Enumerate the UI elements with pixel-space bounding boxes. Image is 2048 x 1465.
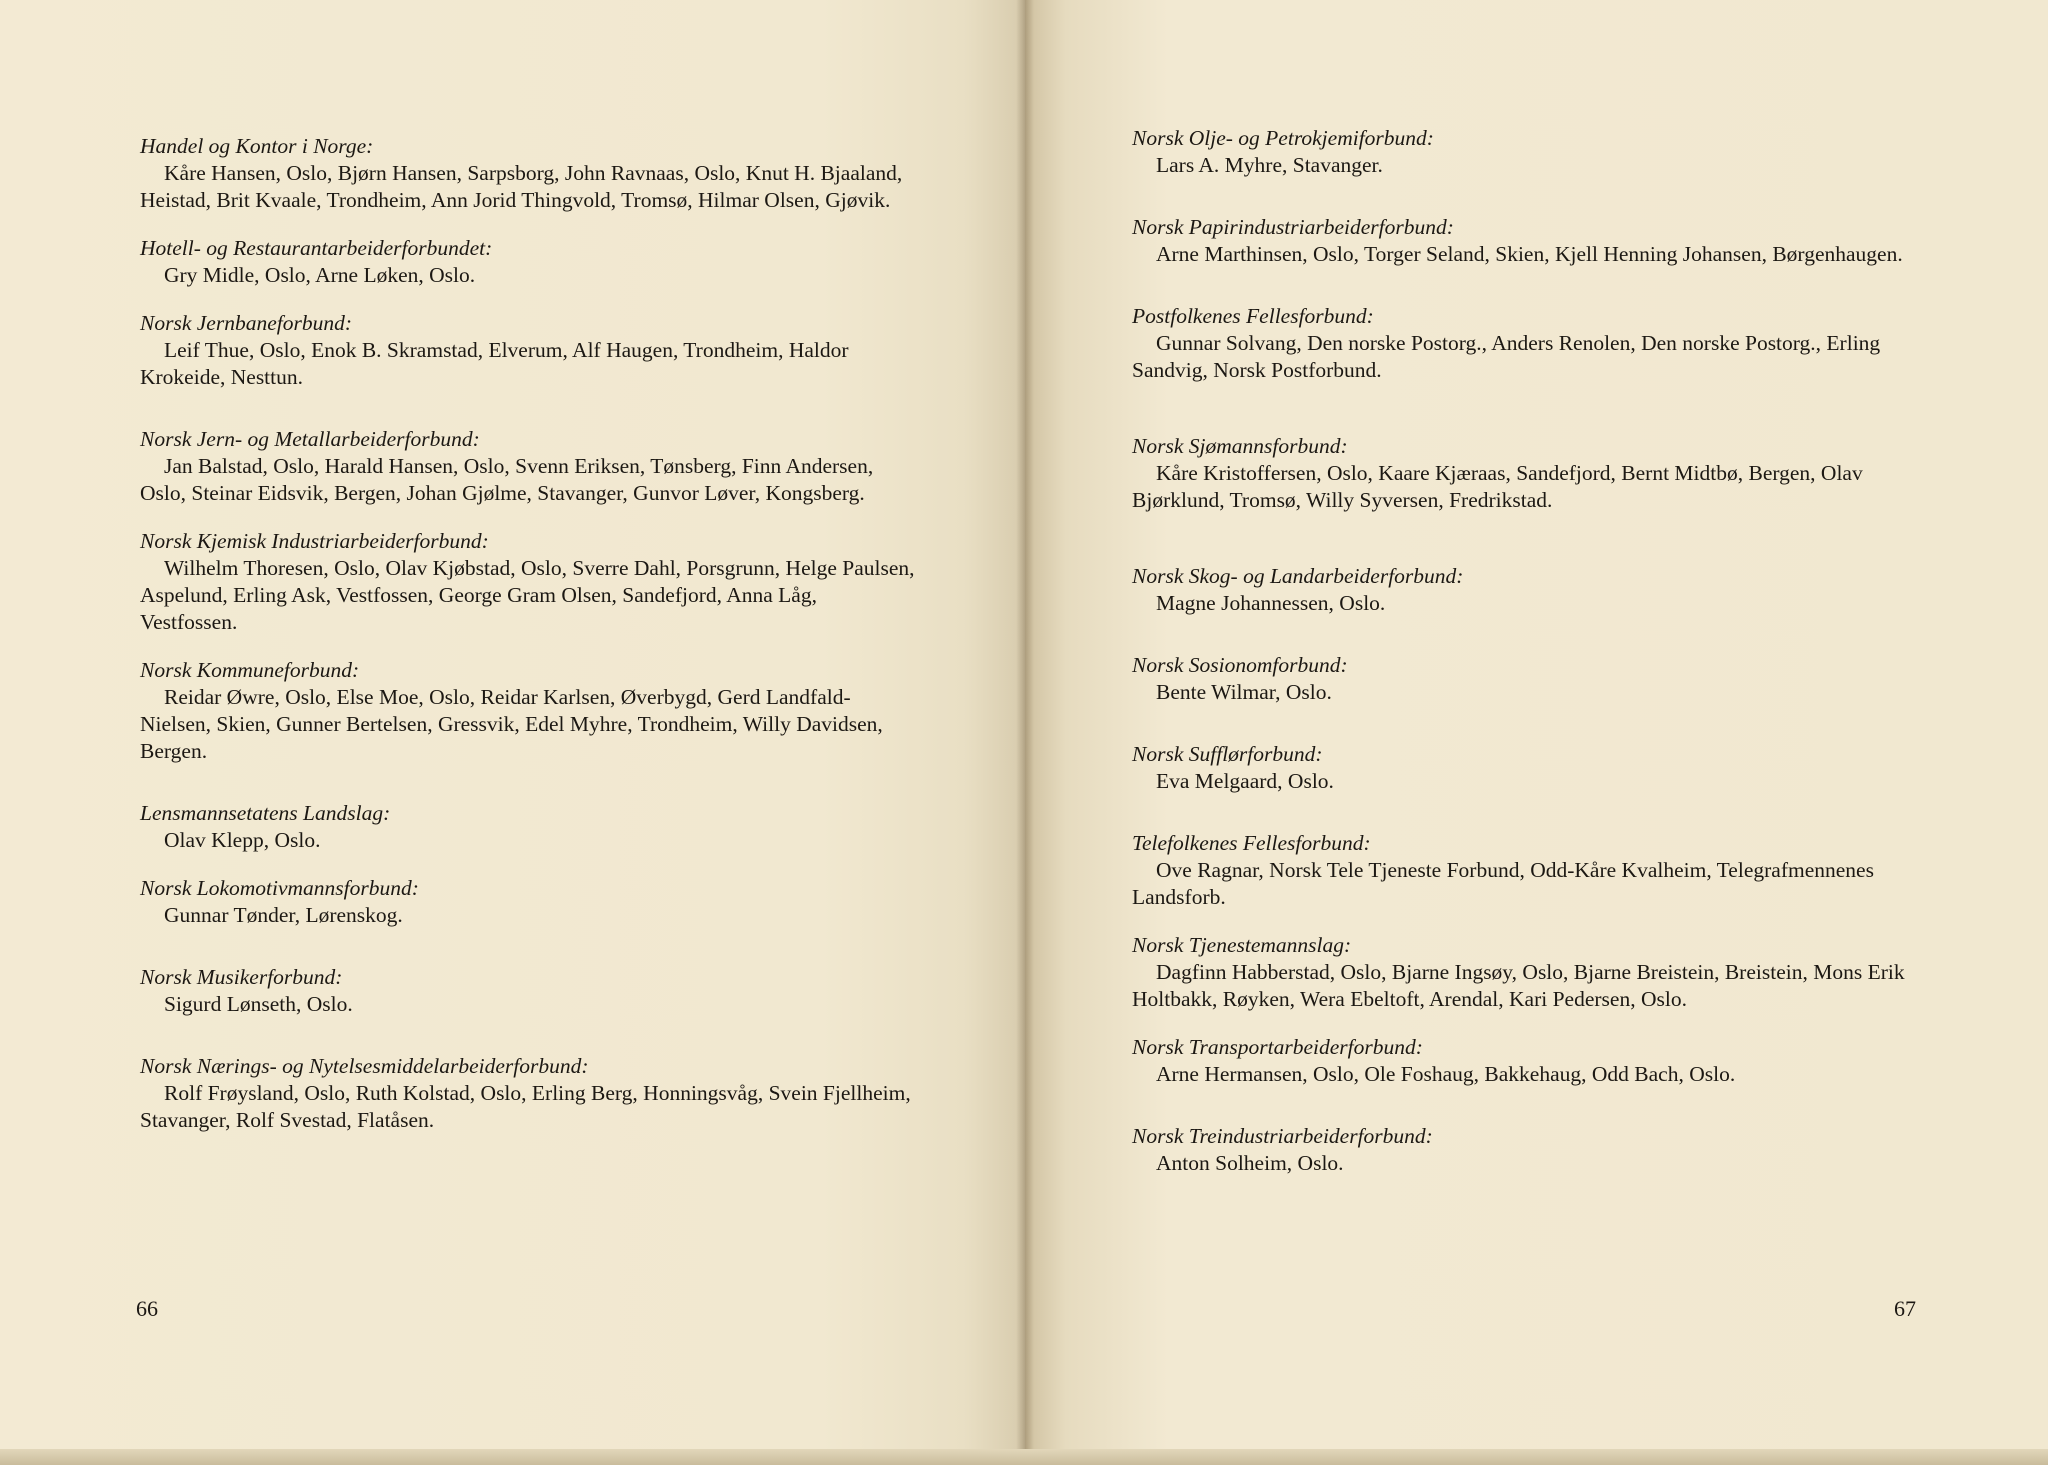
- representatives: Bente Wilmar, Oslo.: [1156, 680, 1332, 704]
- entry: [140, 310, 915, 391]
- entry: [1132, 563, 1932, 617]
- representatives: Dagfinn Habberstad, Oslo, Bjarne Ingsøy, Oslo, Bjarne Breistein, Breistein, Mons Erik Holtbakk, Røyken, Wera Ebeltoft, Arendal, Kari Pedersen, Oslo.: [1132, 960, 1905, 1011]
- representatives: Sigurd Lønseth, Oslo.: [164, 992, 353, 1016]
- union-name: Norsk Lokomotivmannsforbund:: [140, 876, 419, 900]
- representatives: Anton Solheim, Oslo.: [1156, 1151, 1344, 1175]
- union-name: Norsk Sosionomforbund:: [1132, 653, 1348, 677]
- union-name: Norsk Tjenestemannslag:: [1132, 933, 1352, 957]
- representatives: Wilhelm Thoresen, Oslo, Olav Kjøbstad, Oslo, Sverre Dahl, Porsgrunn, Helge Paulsen, Aspelund, Erling Ask, Vestfossen, George Gram Olsen, Sandefjord, Anna Låg, Vestfossen.: [140, 556, 915, 634]
- representatives: Rolf Frøysland, Oslo, Ruth Kolstad, Oslo, Erling Berg, Honningsvåg, Svein Fjellheim, Stavanger, Rolf Svestad, Flatåsen.: [140, 1081, 911, 1132]
- representatives: Arne Marthinsen, Oslo, Torger Seland, Skien, Kjell Henning Johansen, Børgenhaugen.: [1156, 242, 1903, 266]
- representatives: Magne Johannessen, Oslo.: [1156, 591, 1386, 615]
- union-name: Norsk Nærings- og Nytelsesmiddelarbeiderforbund:: [140, 1054, 589, 1078]
- representatives: Olav Klepp, Oslo.: [164, 828, 321, 852]
- union-name: Postfolkenes Fellesforbund:: [1132, 304, 1374, 328]
- right-page: [1025, 0, 2048, 1465]
- entry: [1132, 214, 1932, 268]
- page-edge: [0, 1449, 2048, 1465]
- left-column: [140, 133, 915, 1134]
- entry: [1132, 741, 1932, 795]
- entry: [140, 1053, 915, 1134]
- entry: [140, 964, 915, 1018]
- union-name: Norsk Musikerforbund:: [140, 965, 343, 989]
- representatives: Arne Hermansen, Oslo, Ole Foshaug, Bakkehaug, Odd Bach, Oslo.: [1156, 1062, 1736, 1086]
- representatives: Leif Thue, Oslo, Enok B. Skramstad, Elverum, Alf Haugen, Trondheim, Haldor Krokeide, Nesttun.: [140, 338, 849, 389]
- entry: [140, 800, 915, 854]
- page-number: 67: [1894, 1296, 1916, 1321]
- union-name: Norsk Kommuneforbund:: [140, 658, 360, 682]
- union-name: Handel og Kontor i Norge:: [140, 134, 374, 158]
- representatives: Jan Balstad, Oslo, Harald Hansen, Oslo, Svenn Eriksen, Tønsberg, Finn Andersen, Oslo, Steinar Eidsvik, Bergen, Johan Gjølme, Stavanger, Gunvor Løver, Kongsberg.: [140, 454, 874, 505]
- union-name: Norsk Olje- og Petrokjemiforbund:: [1132, 126, 1434, 150]
- union-name: Norsk Sufflørforbund:: [1132, 742, 1323, 766]
- entry: [140, 657, 915, 765]
- union-name: Norsk Sjømannsforbund:: [1132, 434, 1348, 458]
- union-name: Norsk Jern- og Metallarbeiderforbund:: [140, 427, 480, 451]
- representatives: Gry Midle, Oslo, Arne Løken, Oslo.: [164, 263, 476, 287]
- book-gutter: [1016, 0, 1034, 1465]
- representatives: Reidar Øwre, Oslo, Else Moe, Oslo, Reidar Karlsen, Øverbygd, Gerd Landfald-Nielsen, Skien, Gunner Bertelsen, Gressvik, Edel Myhre, Trondheim, Willy Davidsen, Bergen.: [140, 685, 883, 763]
- union-name: Norsk Transportarbeiderforbund:: [1132, 1035, 1423, 1059]
- entry: [140, 528, 915, 636]
- representatives: Kåre Kristoffersen, Oslo, Kaare Kjæraas, Sandefjord, Bernt Midtbø, Bergen, Olav Bjørklund, Tromsø, Willy Syversen, Fredrikstad.: [1132, 461, 1863, 512]
- representatives: Gunnar Solvang, Den norske Postorg., Anders Renolen, Den norske Postorg., Erling Sandvig, Norsk Postforbund.: [1132, 331, 1881, 382]
- right-column: [1132, 125, 1932, 1177]
- entry: [1132, 652, 1932, 706]
- entry: [1132, 433, 1932, 514]
- entry: [140, 235, 915, 289]
- entry: [1132, 1123, 1932, 1177]
- representatives: Eva Melgaard, Oslo.: [1156, 769, 1334, 793]
- union-name: Telefolkenes Fellesforbund:: [1132, 831, 1371, 855]
- union-name: Hotell- og Restaurantarbeiderforbundet:: [140, 236, 493, 260]
- union-name: Norsk Treindustriarbeiderforbund:: [1132, 1124, 1433, 1148]
- entry: [1132, 830, 1932, 911]
- entry: [140, 133, 915, 214]
- entry: [140, 875, 915, 929]
- entry: [1132, 303, 1932, 384]
- entry: [1132, 125, 1932, 179]
- entry: [140, 426, 915, 507]
- representatives: Kåre Hansen, Oslo, Bjørn Hansen, Sarpsborg, John Ravnaas, Oslo, Knut H. Bjaaland, Heistad, Brit Kvaale, Trondheim, Ann Jorid Thingvold, Tromsø, Hilmar Olsen, Gjøvik.: [140, 161, 903, 212]
- entry: [1132, 1034, 1932, 1088]
- representatives: Gunnar Tønder, Lørenskog.: [164, 903, 403, 927]
- union-name: Lensmannsetatens Landslag:: [140, 801, 391, 825]
- union-name: Norsk Kjemisk Industriarbeiderforbund:: [140, 529, 489, 553]
- union-name: Norsk Papirindustriarbeiderforbund:: [1132, 215, 1454, 239]
- entry: [1132, 932, 1932, 1013]
- page-number: 66: [136, 1296, 158, 1321]
- representatives: Lars A. Myhre, Stavanger.: [1156, 153, 1383, 177]
- representatives: Ove Ragnar, Norsk Tele Tjeneste Forbund, Odd-Kåre Kvalheim, Telegrafmennenes Landsforb.: [1132, 858, 1874, 909]
- union-name: Norsk Jernbaneforbund:: [140, 311, 352, 335]
- union-name: Norsk Skog- og Landarbeiderforbund:: [1132, 564, 1464, 588]
